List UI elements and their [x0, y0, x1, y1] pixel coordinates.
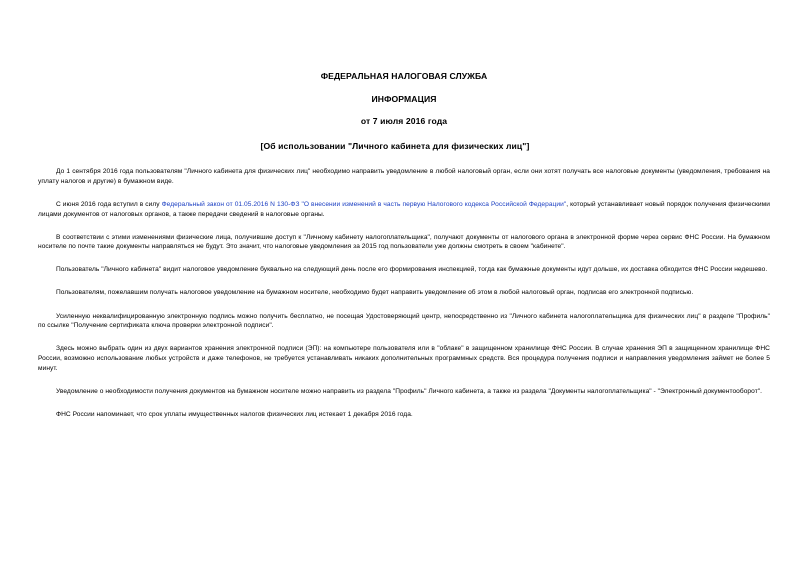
paragraph-2: [38, 200, 770, 219]
paragraph-9: ФНС России напоминает, что срок уплаты имущественных налогов физических лиц истекает 1 декабря 2016 года.: [56, 410, 413, 418]
paragraph-2-lead: С июня 2016 года вступил в силу: [56, 200, 162, 208]
paragraph-8: Уведомление о необходимости получения документов на бумажном носителе можно направить из раздела "Профиль" Личного кабинета, а также из раздела "Документы налогоплательщика" - "Электронный документооборот".: [56, 387, 763, 395]
paragraph-3: В соответствии с этими изменениями физические лица, получившие доступ к "Личному кабинету налогоплательщика", получают документы от налогового органа в электронной форме через сервис ФНС России. На бумажном носителе по почте такие документы направляться не будут. Это значит, что налоговые уведомления за 2015 год пользователи уже должны смотреть в своем "кабинете".: [38, 233, 770, 251]
paragraph-6: Усиленную неквалифицированную электронную подпись можно получить бесплатно, не посещая Удостоверяющий центр, непосредственно из "Личного кабинета налогоплательщика для физических лиц" в разделе "Профиль" по ссылке "Получение сертификата ключа проверки электронной подписи".: [38, 312, 770, 330]
document-title: [Об использовании "Личного кабинета для физических лиц"]: [260, 141, 530, 151]
paragraph-7: Здесь можно выбрать один из двух вариантов хранения электронной подписи (ЭП): на компьютере пользователя или в "облаке" в защищенном хранилище ФНС России. В случае хранения ЭП в защищенном хранилище ФНС России, возможно использование любых устройств и даже телефонов, не требуется устанавливать никаких дополнительных программных средств. Вся процедура получения подписи и направления уведомления займет не более 5 минут.: [38, 345, 770, 372]
document-type: ИНФОРМАЦИЯ: [371, 94, 437, 104]
document-date: от 7 июля 2016 года: [360, 116, 448, 126]
federal-law-link[interactable]: Федеральный закон от 01.05.2016 N 130-ФЗ "О внесении изменений в часть первую Налогового кодекса Российской Федерации": [161, 200, 567, 208]
paragraph-4: Пользователь "Личного кабинета" видит налоговое уведомление буквально на следующий день после его формирования инспекцией, тогда как бумажные документы идут дольше, их доставка обходится ФНС России недешево.: [56, 266, 768, 274]
paragraph-5: Пользователям, пожелавшим получать налоговое уведомление на бумажном носителе, необходимо будет направить уведомление об этом в любой налоговый орган, подписав его электронной подписью.: [56, 289, 694, 297]
paragraph-2-tail: , который устанавливает новый порядок получения физическими лицами документов от налоговых органов, а также передачи сведений в налоговые органы.: [38, 200, 770, 218]
document-body: [38, 167, 770, 420]
paragraph-1: До 1 сентября 2016 года пользователям "Личного кабинета для физических лиц" необходимо направить уведомление в любой налоговый орган, если они хотят получать все налоговые документы (уведомления, требования на уплату налогов и другие) в бумажном виде.: [38, 168, 770, 185]
document-page: [38, 0, 770, 571]
agency-name: ФЕДЕРАЛЬНАЯ НАЛОГОВАЯ СЛУЖБА: [320, 71, 488, 81]
